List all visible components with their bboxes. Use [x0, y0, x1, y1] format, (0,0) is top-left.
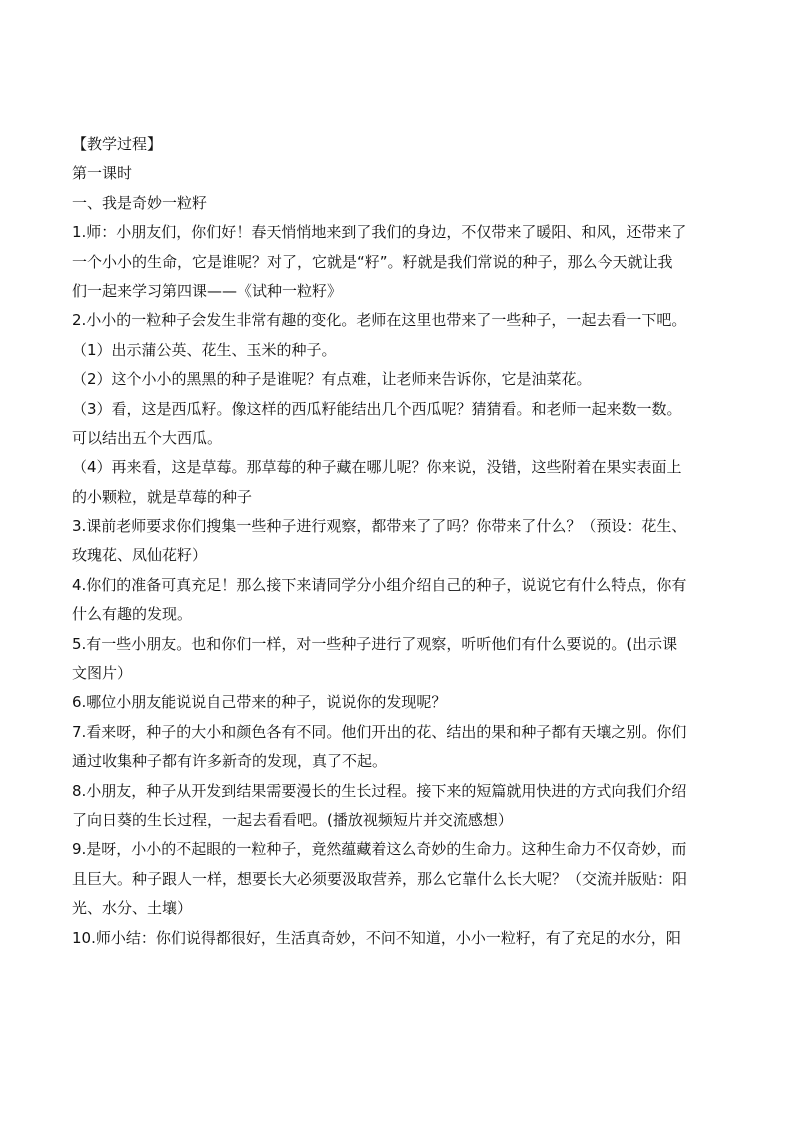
- paragraph-line: 6.哪位小朋友能说说自己带来的种子，说说你的发现呢？: [72, 693, 447, 712]
- paragraph-line: 7.看来呀，种子的大小和颜色各有不同。他们开出的花、结出的果和种子都有天壤之别。你们: [72, 722, 687, 741]
- paragraph-line: 通过收集种子都有许多新奇的发现，真了不起。: [72, 752, 388, 771]
- lesson-label: 第一课时: [72, 164, 133, 183]
- paragraph-line: （2）这个小小的黑黑的种子是谁呢？有点难，让老师来告诉你，它是油菜花。: [72, 370, 592, 389]
- paragraph-9: [72, 835, 732, 923]
- paragraph-6: [72, 688, 732, 717]
- paragraph-line: 且巨大。种子跟人一样，想要长大必须要汲取营养，那么它靠什么长大呢？（交流并版贴：阳: [72, 869, 688, 888]
- paragraph-3: [72, 512, 732, 571]
- paragraph-line: 1.师：小朋友们，你们好！春天悄悄地来到了我们的身边，不仅带来了暖阳、和风，还带来了: [72, 223, 687, 242]
- paragraph-line: 光、水分、土壤）: [72, 899, 193, 918]
- paragraph-10: [72, 924, 732, 953]
- paragraph-2-1: [72, 336, 732, 365]
- paragraph-line: 3.课前老师要求你们搜集一些种子进行观察，都带来了了吗？你带来了什么？（预设：花生、: [72, 517, 687, 536]
- paragraph-5: [72, 630, 732, 689]
- section-heading: 【教学过程】: [72, 135, 163, 153]
- paragraph-2-2: [72, 365, 732, 394]
- paragraph-line: （1）出示蒲公英、花生、玉米的种子。: [72, 340, 337, 359]
- paragraph-line: 9.是呀，小小的不起眼的一粒种子，竟然蕴藏着这么奇妙的生命力。这种生命力不仅奇妙，而: [72, 840, 687, 859]
- paragraph-2-4: [72, 453, 732, 512]
- paragraph-line: 2.小小的一粒种子会发生非常有趣的变化。老师在这里也带来了一些种子，一起去看一下吧。: [72, 311, 687, 330]
- paragraph-line: 可以结出五个大西瓜。: [72, 428, 223, 447]
- section-title: 一、我是奇妙一粒籽: [72, 193, 208, 212]
- paragraph-line: （3）看，这是西瓜籽。像这样的西瓜籽能结出几个西瓜呢？猜猜看。和老师一起来数一数。: [72, 399, 682, 418]
- paragraph-line: 了向日葵的生长过程，一起去看看吧。(播放视频短片并交流感想）: [72, 810, 513, 829]
- document-body: [72, 130, 732, 953]
- paragraph-line: 5.有一些小朋友。也和你们一样，对一些种子进行了观察，听听他们有什么要说的。(出示课: [72, 634, 678, 653]
- paragraph-4: [72, 571, 732, 630]
- paragraph-line: （4）再来看，这是草莓。那草莓的种子藏在哪儿呢？你来说，没错，这些附着在果实表面上: [72, 458, 682, 477]
- paragraph-line: 的小颗粒，就是草莓的种子: [72, 487, 253, 506]
- paragraph-line: 8.小朋友，种子从开发到结果需要漫长的生长过程。接下来的短篇就用快进的方式向我们介绍: [72, 781, 687, 800]
- paragraph-8: [72, 777, 732, 836]
- paragraph-7: [72, 718, 732, 777]
- paragraph-line: 文图片）: [72, 664, 133, 683]
- paragraph-line: 玫瑰花、凤仙花籽）: [72, 546, 208, 565]
- paragraph-line: 4.你们的准备可真充足！那么接下来请同学分小组介绍自己的种子，说说它有什么特点，你有: [72, 575, 687, 594]
- paragraph-2: [72, 306, 732, 335]
- paragraph-line: 10.师小结：你们说得都很好，生活真奇妙，不问不知道，小小一粒籽，有了充足的水分，阳: [72, 928, 681, 947]
- paragraph-1: [72, 218, 732, 306]
- paragraph-line: 们一起来学习第四课——《试种一粒籽》: [72, 281, 343, 300]
- paragraph-line: 一个小小的生命，它是谁呢？对了，它就是“籽”。籽就是我们常说的种子，那么今天就让我: [72, 252, 673, 271]
- paragraph-2-3: [72, 395, 732, 454]
- paragraph-line: 什么有趣的发现。: [72, 605, 193, 624]
